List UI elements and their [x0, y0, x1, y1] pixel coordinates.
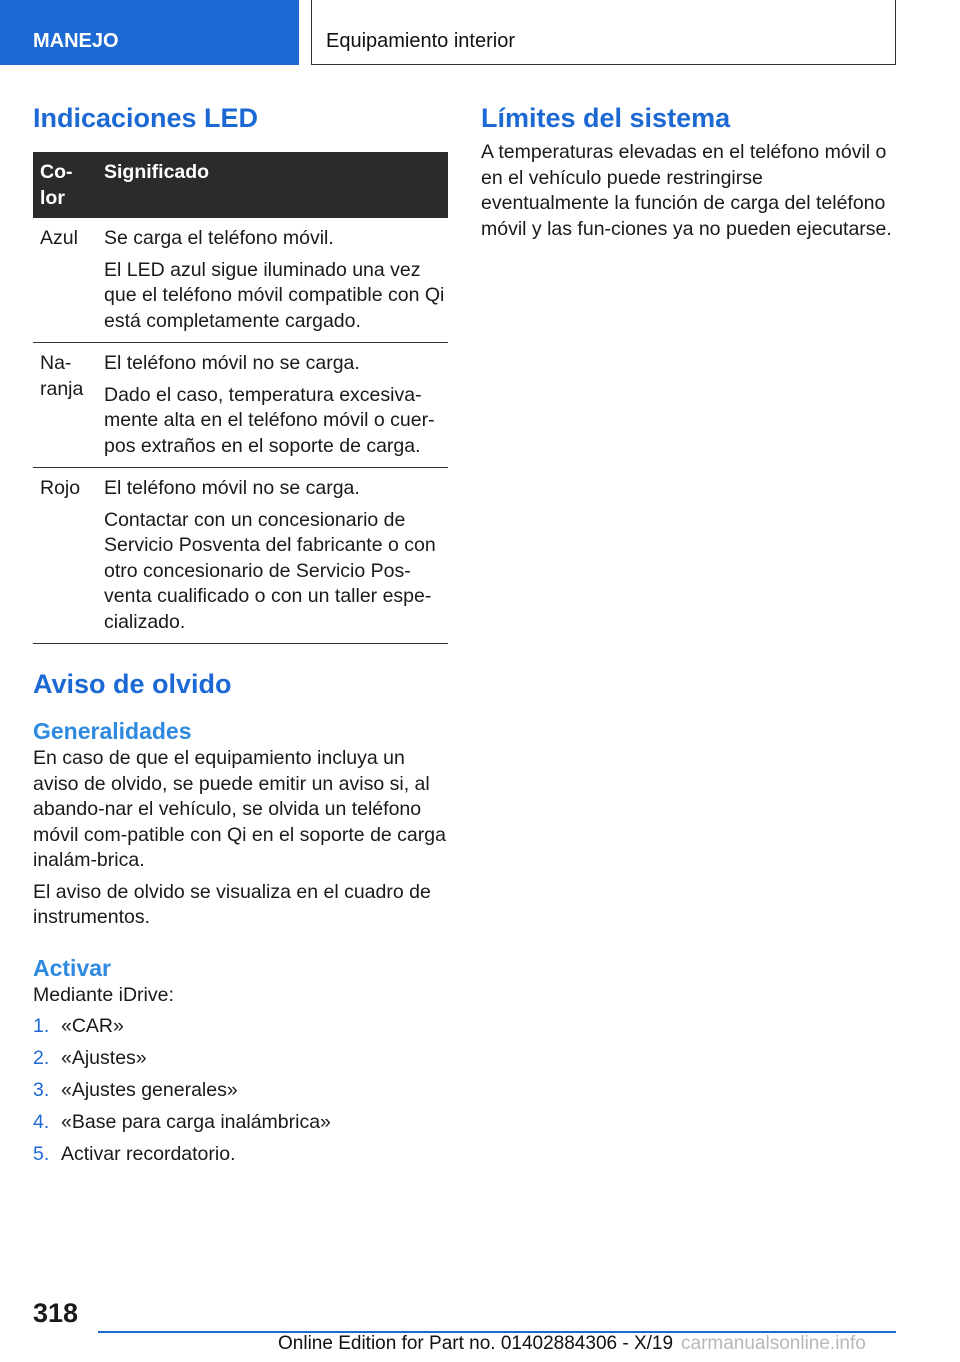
row-color: Rojo — [40, 477, 81, 499]
step-text: «Ajustes generales» — [61, 1079, 238, 1101]
table-row — [33, 218, 448, 343]
edition-text: Online Edition for Part no. 01402884306 - X/19 — [278, 1333, 674, 1354]
chapter-label: Equipamiento interior — [326, 30, 515, 52]
step-number: 1. — [33, 1015, 50, 1037]
row-line: El LED azul sigue iluminado una vez que el teléfono móvil compatible con Qi está completamente cargado. — [104, 258, 445, 332]
section-tab — [0, 0, 299, 65]
list-item — [33, 1110, 448, 1136]
chapter-header — [311, 0, 896, 65]
row-line: Dado el caso, temperatura excesiva-mente alta en el teléfono móvil o cuer-pos extraños en el soporte de carga. — [104, 383, 435, 457]
left-column — [33, 100, 448, 1174]
list-item — [33, 1014, 448, 1040]
row-line: El teléfono móvil no se carga. — [104, 477, 360, 499]
header-color: Co- lor — [40, 161, 73, 209]
table-row — [33, 343, 448, 468]
step-text: «Base para carga inalámbrica» — [61, 1111, 331, 1133]
row-line: El teléfono móvil no se carga. — [104, 352, 360, 374]
row-meaning — [104, 476, 448, 635]
step-number: 3. — [33, 1079, 50, 1101]
watermark-text: carmanualsonline.info — [681, 1333, 866, 1354]
led-table — [33, 152, 448, 644]
steps-list — [33, 1014, 448, 1168]
generalidades-text-2: El aviso de olvido se visualiza en el cuadro de instrumentos. — [33, 880, 431, 928]
step-text: «CAR» — [61, 1015, 124, 1037]
generalidades-heading: Generalidades — [33, 718, 192, 744]
step-number: 2. — [33, 1047, 50, 1069]
led-heading: Indicaciones LED — [33, 103, 259, 133]
row-color: Na- ranja — [40, 352, 84, 400]
table-header — [33, 152, 448, 218]
activar-intro: Mediante iDrive: — [33, 983, 174, 1006]
step-text: «Ajustes» — [61, 1047, 147, 1069]
step-text: Activar recordatorio. — [61, 1143, 236, 1165]
table-row — [33, 468, 448, 644]
row-meaning — [104, 351, 448, 459]
row-line: Contactar con un concesionario de Servicio Posventa del fabricante o con otro concesionario de Servicio Pos-venta cualificado o con un taller espe-cializado. — [104, 508, 436, 633]
row-meaning — [104, 226, 448, 334]
list-item — [33, 1046, 448, 1072]
limites-text: A temperaturas elevadas en el teléfono móvil o en el vehículo puede restringirse eventualmente la función de carga del teléfono móvil y las fun-ciones ya no pueden ejecutarse. — [481, 141, 892, 240]
step-number: 5. — [33, 1143, 50, 1165]
list-item — [33, 1142, 448, 1168]
step-number: 4. — [33, 1111, 50, 1133]
section-label: MANEJO — [33, 30, 119, 52]
limites-heading: Límites del sistema — [481, 103, 731, 133]
row-line: Se carga el teléfono móvil. — [104, 227, 334, 249]
row-color: Azul — [40, 227, 78, 249]
right-column — [481, 100, 896, 242]
list-item — [33, 1078, 448, 1104]
header-meaning: Significado — [104, 161, 210, 183]
activar-heading: Activar — [33, 954, 111, 981]
aviso-heading: Aviso de olvido — [33, 669, 232, 699]
generalidades-text: En caso de que el equipamiento incluya un aviso de olvido, se puede emitir un aviso si, al abando-nar el vehículo, se olvida un teléfono móvil com-patible con Qi en el soporte de carga inalám-brica. — [33, 747, 446, 871]
page-number: 318 — [33, 1298, 79, 1328]
